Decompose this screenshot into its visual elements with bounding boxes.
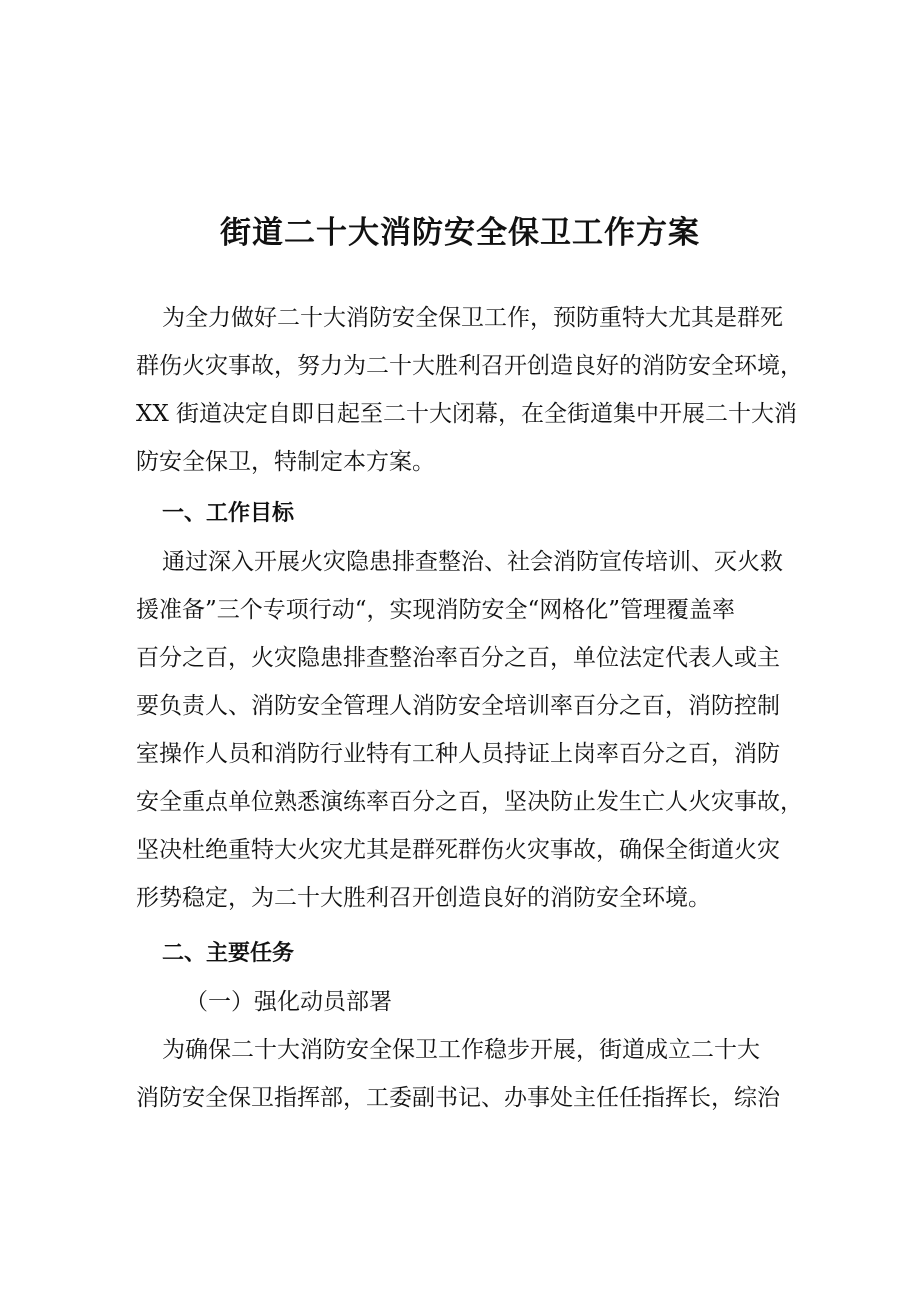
intro-line-4: 防安全保卫，特制定本方案。 bbox=[136, 449, 435, 475]
goals-line-5: 室操作人员和消防行业特有工种人员持证上岗率百分之百，消防 bbox=[136, 741, 780, 767]
tasks-line-1: 为确保二十大消防安全保卫工作稳步开展，街道成立二十大 bbox=[162, 1037, 760, 1063]
intro-line-1: 为全力做好二十大消防安全保卫工作，预防重特大尤其是群死 bbox=[162, 305, 783, 331]
intro-line-3: XX 街道决定自即日起至二十大闭幕，在全街道集中开展二十大消 bbox=[136, 401, 798, 427]
goals-line-2: 援准备”三个专项行动“，实现消防安全“网格化”管理覆盖率 bbox=[136, 597, 736, 623]
subsection-heading-mobilization: （一）强化动员部署 bbox=[185, 989, 392, 1015]
goals-line-4: 要负责人、消防安全管理人消防安全培训率百分之百，消防控制 bbox=[136, 693, 780, 719]
section-heading-goals: 一、工作目标 bbox=[162, 501, 295, 526]
intro-line-2: 群伤火灾事故，努力为二十大胜利召开创造良好的消防安全环境， bbox=[136, 353, 803, 379]
goals-line-8: 形势稳定，为二十大胜利召开创造良好的消防安全环境。 bbox=[136, 885, 711, 911]
goals-line-6: 安全重点单位熟悉演练率百分之百，坚决防止发生亡人火灾事故， bbox=[136, 789, 803, 815]
document-title: 街道二十大消防安全保卫工作方案 bbox=[220, 215, 700, 251]
goals-line-7: 坚决杜绝重特大火灾尤其是群死群伤火灾事故，确保全街道火灾 bbox=[136, 837, 780, 863]
tasks-line-2: 消防安全保卫指挥部，工委副书记、办事处主任任指挥长，综治 bbox=[136, 1085, 780, 1111]
goals-line-1: 通过深入开展火灾隐患排查整治、社会消防宣传培训、灭火救 bbox=[162, 549, 783, 575]
goals-line-3: 百分之百，火灾隐患排查整治率百分之百，单位法定代表人或主 bbox=[136, 645, 780, 671]
section-heading-tasks: 二、主要任务 bbox=[162, 941, 295, 966]
